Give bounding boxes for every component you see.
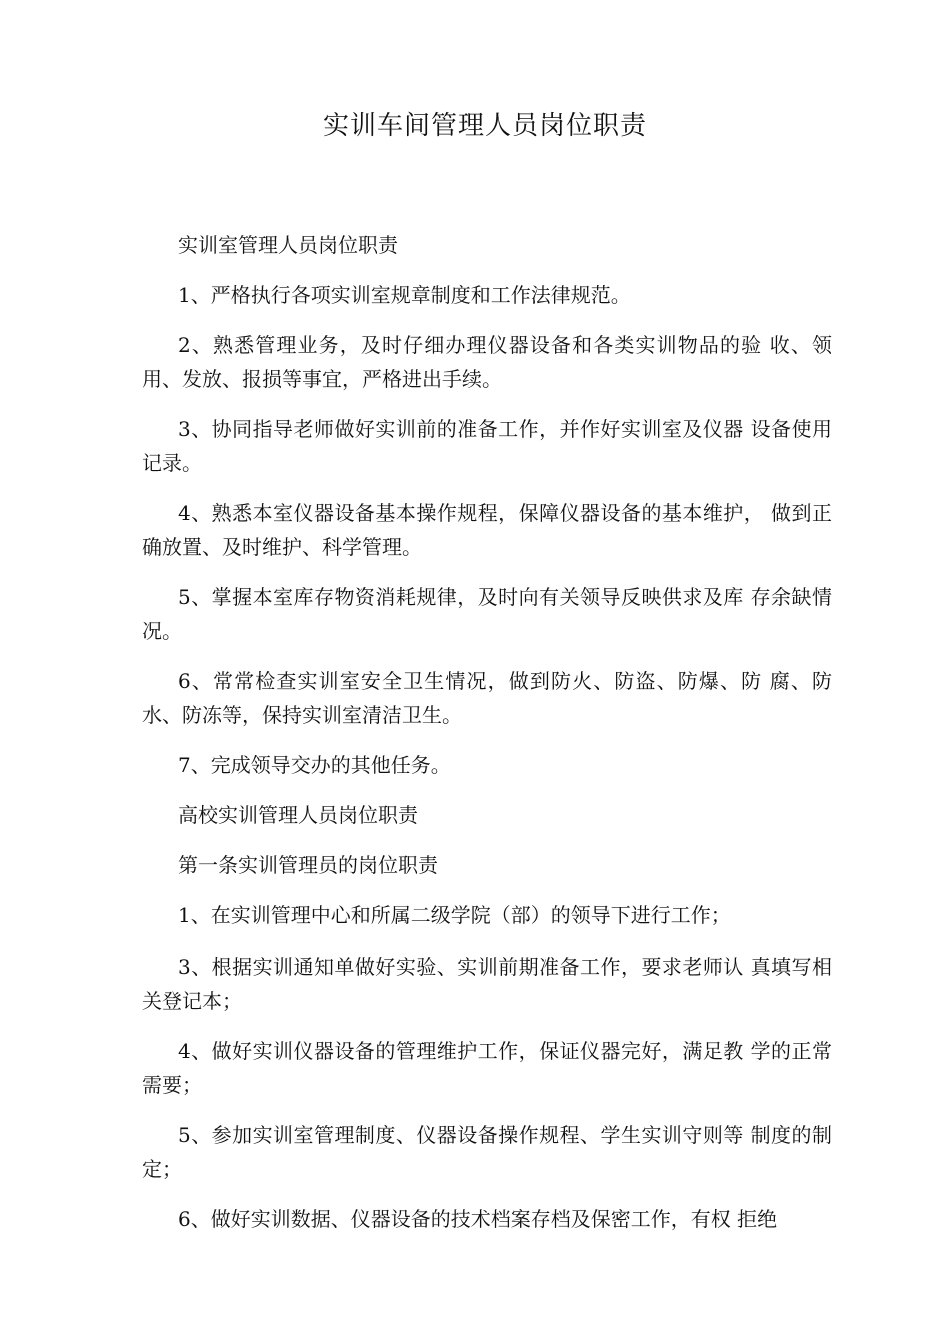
paragraph: 5、掌握本室库存物资消耗规律，及时向有关领导反映供求及库 存余缺情况。 [142,585,832,643]
document-body [142,228,832,1236]
section-heading: 第一条实训管理员的岗位职责 [178,853,438,877]
section-heading: 高校实训管理人员岗位职责 [178,803,418,827]
paragraph: 6、常常检查实训室安全卫生情况，做到防火、防盗、防爆、防 腐、防水、防冻等，保持实训室清洁卫生。 [142,669,832,727]
paragraph: 4、做好实训仪器设备的管理维护工作，保证仪器完好，满足教 学的正常需要； [142,1039,832,1097]
paragraph: 3、根据实训通知单做好实验、实训前期准备工作，要求老师认 真填写相关登记本； [142,955,832,1013]
paragraph: 3、协同指导老师做好实训前的准备工作，并作好实训室及仪器 设备使用记录。 [142,417,832,475]
section-heading: 实训室管理人员岗位职责 [178,233,398,257]
document-title: 实训车间管理人员岗位职责 [322,111,647,141]
paragraph: 4、熟悉本室仪器设备基本操作规程，保障仪器设备的基本维护， 做到正确放置、及时维护、科学管理。 [142,501,832,559]
paragraph: 6、做好实训数据、仪器设备的技术档案存档及保密工作，有权 拒绝 [178,1207,778,1231]
paragraph: 7、完成领导交办的其他任务。 [178,753,451,777]
paragraph: 5、参加实训室管理制度、仪器设备操作规程、学生实训守则等 制度的制定； [142,1123,832,1181]
paragraph: 1、在实训管理中心和所属二级学院（部）的领导下进行工作； [178,903,731,927]
paragraph: 2、熟悉管理业务，及时仔细办理仪器设备和各类实训物品的验 收、领用、发放、报损等事宜，严格进出手续。 [142,333,832,391]
paragraph: 1、严格执行各项实训室规章制度和工作法律规范。 [178,283,631,307]
